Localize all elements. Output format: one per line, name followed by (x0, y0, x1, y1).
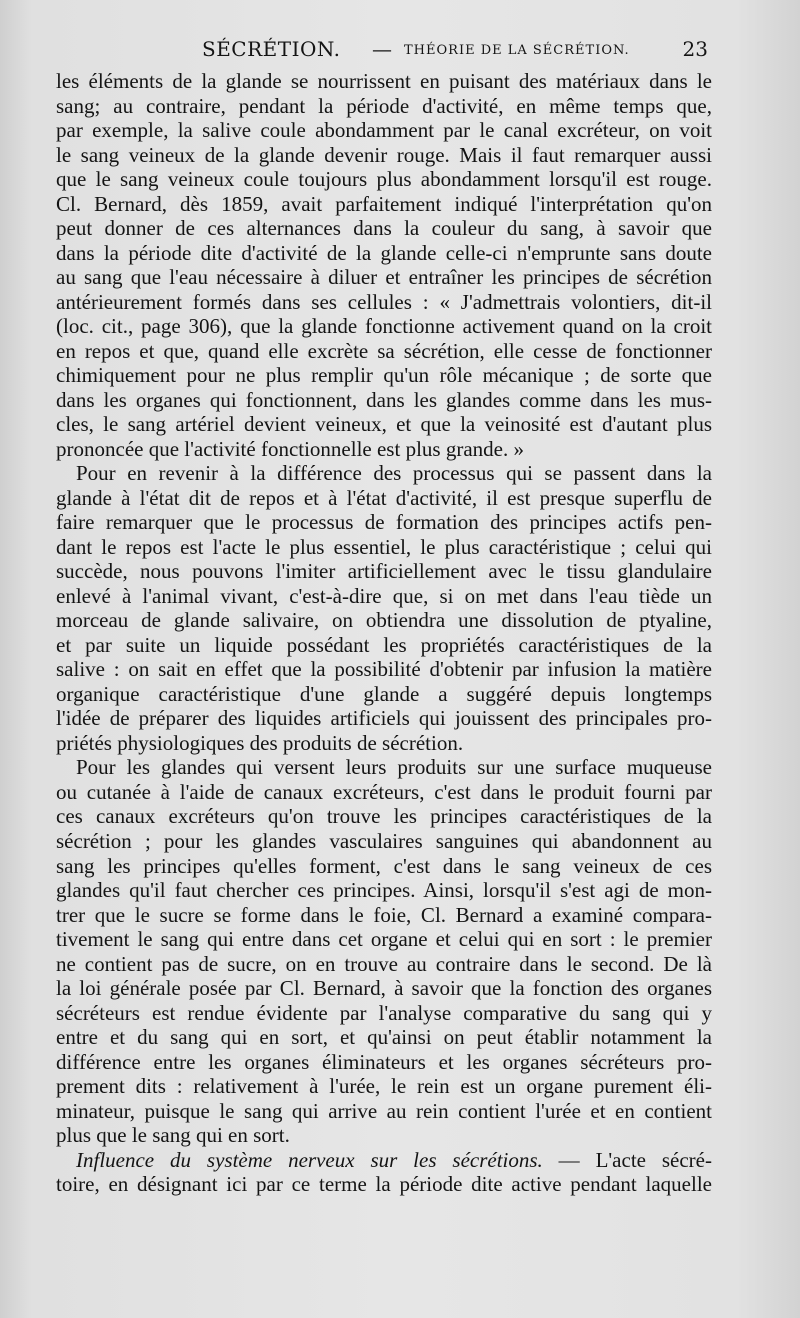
header-title: SÉCRÉTION. (202, 37, 341, 61)
text-line: glandes qu'il faut chercher ces principes. Ainsi, lorsqu'il s'est agi de mon- (56, 878, 712, 903)
text-line: Pour en revenir à la différence des processus qui se passent dans la (76, 461, 712, 486)
text-line: dans la période dite d'activité de la glande celle-ci n'emprunte sans doute (56, 240, 712, 265)
text-line: prononcée que l'activité fonctionnelle est plus grande. » (56, 436, 524, 461)
text-line: dant le repos est l'acte le plus essentiel, le plus caractéristique ; celui qui (56, 534, 712, 559)
text-line: sang les principes qu'elles forment, c'est dans le sang veineux de ces (56, 853, 712, 878)
text-line: différence entre les organes éliminateurs et les organes sécréteurs pro- (56, 1049, 712, 1074)
text-line: minateur, puisque le sang qui arrive au rein contient l'urée et en contient (56, 1098, 712, 1123)
text-line: que le sang veineux coule toujours plus abondamment lorsqu'il est rouge. (56, 167, 712, 192)
text-line: chimiquement pour ne plus remplir qu'un rôle mécanique ; de sorte que (56, 363, 712, 388)
text-line: enlevé à l'animal vivant, c'est-à-dire que, si on met dans l'eau tiède un (56, 583, 712, 608)
text-line: entre et du sang qui en sort, et qu'ainsi on peut établir notamment la (56, 1025, 712, 1050)
text-line: morceau de glande salivaire, on obtiendra une dissolution de ptyaline, (56, 608, 712, 633)
text-line: dans les organes qui fonctionnent, dans les glandes comme dans les mus- (56, 387, 712, 412)
text-line: faire remarquer que le processus de formation des principes actifs pen- (56, 510, 712, 535)
text-line: succède, nous pouvons l'imiter artificiellement avec le tissu glandulaire (56, 559, 712, 584)
text-line: sécrétion ; pour les glandes vasculaires sanguines qui abandonnent au (56, 828, 712, 853)
text-line: organique caractéristique d'une glande a suggéré depuis longtemps (56, 681, 712, 706)
running-header (56, 34, 708, 64)
text-line: la loi générale posée par Cl. Bernard, à savoir que la fonction des organes (56, 976, 712, 1001)
text-line: prement dits : relativement à l'urée, le rein est un organe purement éli- (56, 1074, 712, 1099)
text-line: trer que le sucre se forme dans le foie, Cl. Bernard a examiné compara- (56, 902, 712, 927)
text-line: cles, le sang artériel devient veineux, et que la veinosité est d'autant plus (56, 412, 712, 437)
text-line: sécréteurs est rendue évidente par l'analyse comparative du sang qui y (56, 1000, 712, 1025)
text-line: glande à l'état dit de repos et à l'état d'activité, il est presque superflu de (56, 485, 712, 510)
text-line: plus que le sang qui en sort. (56, 1123, 290, 1148)
text-line: toire, en désignant ici par ce terme la période dite active pendant laquelle (56, 1172, 712, 1197)
text-line (56, 1148, 712, 1173)
section-heading-italic: Influence du système nerveux sur les sécrétions. (76, 1147, 543, 1172)
section-heading-rest: — L'acte sécré- (542, 1147, 712, 1172)
text-line: salive : on sait en effet que la possibilité d'obtenir par infusion la matière (56, 657, 712, 682)
text-line: le sang veineux de la glande devenir rouge. Mais il faut remarquer aussi (56, 142, 712, 167)
text-line: ou cutanée à l'aide de canaux excréteurs, c'est dans le produit fourni par (56, 779, 712, 804)
text-line: et par suite un liquide possédant les propriétés caractéristiques de la (56, 632, 712, 657)
text-line: sang; au contraire, pendant la période d'activité, en même temps que, (56, 93, 712, 118)
text-line: priétés physiologiques des produits de sécrétion. (56, 730, 464, 755)
page-number: 23 (682, 37, 708, 61)
text-line: au sang que l'eau nécessaire à diluer et entraîner les principes de sécrétion (56, 265, 712, 290)
text-line: Pour les glandes qui versent leurs produits sur une surface muqueuse (76, 755, 712, 780)
body-text (56, 69, 712, 1197)
text-line: les éléments de la glande se nourrissent en puisant des matériaux dans le (56, 69, 712, 93)
header-dash: — (372, 37, 392, 61)
text-line: antérieurement formés dans ses cellules : « J'admettrais volontiers, dit-il (56, 289, 712, 314)
text-line: l'idée de préparer des liquides artificiels qui jouissent des principales pro- (56, 706, 712, 731)
text-line: Cl. Bernard, dès 1859, avait parfaitement indiqué l'interprétation qu'on (56, 191, 712, 216)
header-subtitle: THÉORIE DE LA SÉCRÉTION. (404, 43, 630, 58)
text-line: ne contient pas de sucre, on en trouve au contraire dans le second. De là (56, 951, 712, 976)
text-line: peut donner de ces alternances dans la couleur du sang, à savoir que (56, 216, 712, 241)
text-line: par exemple, la salive coule abondamment par le canal excréteur, on voit (56, 118, 712, 143)
text-line: en repos et que, quand elle excrète sa sécrétion, elle cesse de fonctionner (56, 338, 712, 363)
text-line: tivement le sang qui entre dans cet organe et celui qui en sort : le premier (56, 927, 712, 952)
text-line: ces canaux excréteurs qu'on trouve les principes caractéristiques de la (56, 804, 712, 829)
text-line: (loc. cit., page 306), que la glande fonctionne activement quand on la croit (56, 314, 712, 339)
